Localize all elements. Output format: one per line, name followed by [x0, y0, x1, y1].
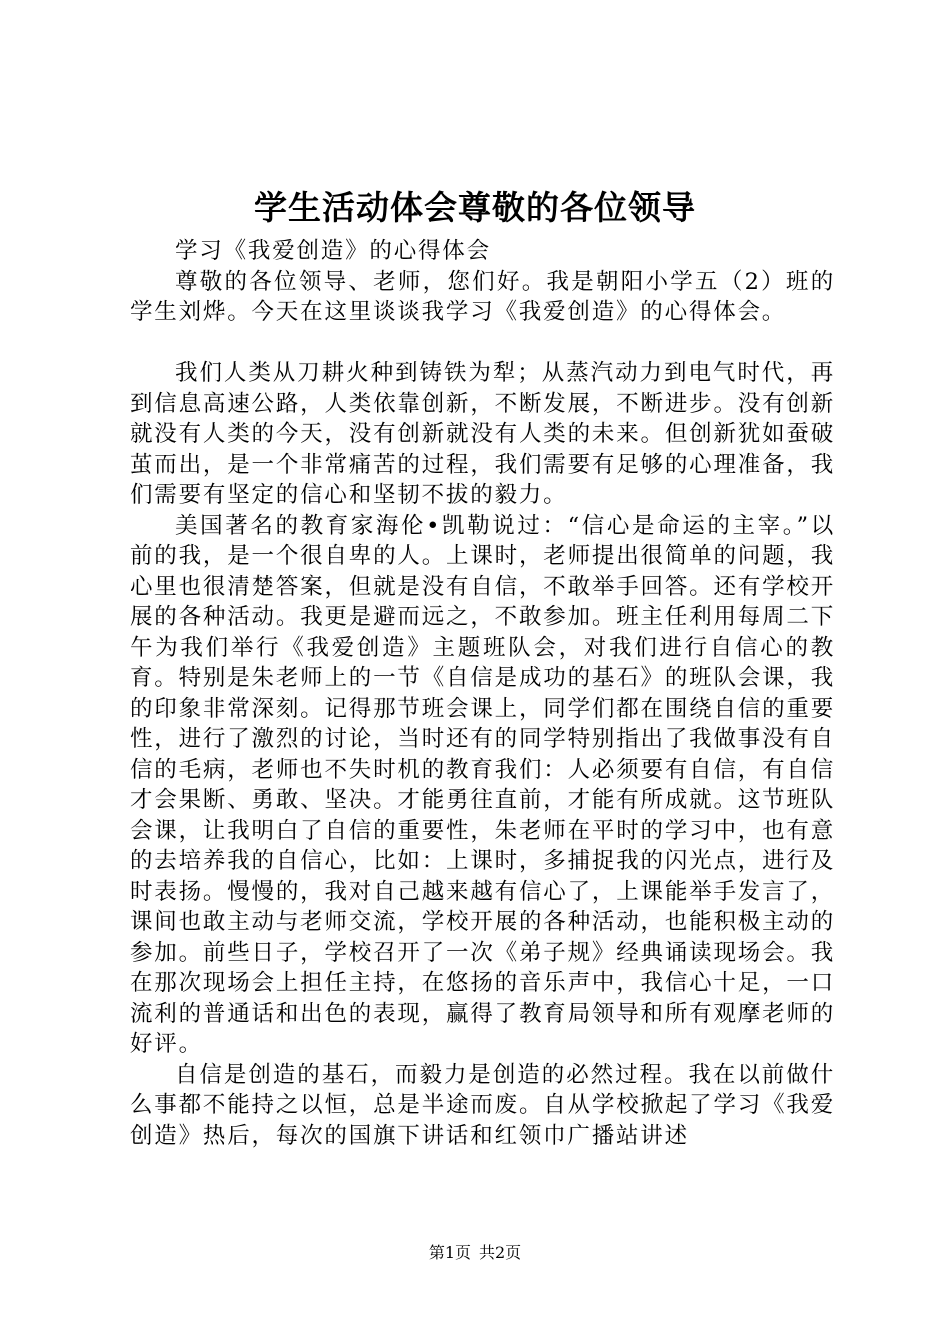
page-count: 共2页 [479, 1243, 522, 1262]
paragraph-confidence: 美国著名的教育家海伦•凯勒说过：“信心是命运的主宰。”以前的我，是一个很自卑的人。上课时，老师提出很简单的问题，我心里也很清楚答案，但就是没有自信，不敢举手回答。还有学校开展的各种活动。我更是避而远之，不敢参加。班主任利用每周二下午为我们举行《我爱创造》主题班队会，对我们进行自信心的教育。特别是朱老师上的一节《自信是成功的基石》的班队会课，我的印象非常深刻。记得那节班会课上，同学们都在围绕自信的重要性，进行了激烈的讨论，当时还有的同学特别指出了我做事没有自信的毛病，老师也不失时机的教育我们：人必须要有自信，有自信才会果断、勇敢、坚决。才能勇往直前，才能有所成就。这节班队会课，让我明白了自信的重要性，朱老师在平时的学习中，也有意的去培养我的自信心，比如：上课时，多捕捉我的闪光点，进行及时表扬。慢慢的，我对自己越来越有信心了，上课能举手发言了，课间也敢主动与老师交流，学校开展的各种活动，也能积极主动的参加。前些日子，学校召开了一次《弟子规》经典诵读现场会。我在那次现场会上担任主持，在悠扬的音乐声中，我信心十足，一口流利的普通话和出色的表现，赢得了教育局领导和所有观摩老师的好评。 [130, 512, 835, 1057]
document-title: 学生活动体会尊敬的各位领导 [254, 188, 696, 227]
page-number: 第1页 [428, 1243, 471, 1262]
paragraph-perseverance: 自信是创造的基石，而毅力是创造的必然过程。我在以前做什么事都不能持之以恒，总是半途而废。自从学校掀起了学习《我爱创造》热后，每次的国旗下讲话和红领巾广播站讲述 [130, 1061, 835, 1149]
paragraph-greeting: 尊敬的各位领导、老师，您们好。我是朝阳小学五（2）班的学生刘烨。今天在这里谈谈我学习《我爱创造》的心得体会。 [130, 268, 835, 325]
page-footer [0, 1242, 950, 1264]
subtitle-line: 学习《我爱创造》的心得体会 [175, 238, 491, 264]
paragraph-gap [130, 328, 835, 359]
document-body [130, 236, 835, 1151]
paragraph-innovation: 我们人类从刀耕火种到铸铁为犁；从蒸汽动力到电气时代，再到信息高速公路，人类依靠创新，不断发展，不断进步。没有创新就没有人类的今天，没有创新就没有人类的未来。但创新犹如蚕破茧而出，是一个非常痛苦的过程，我们需要有足够的心理准备，我们需要有坚定的信心和坚韧不拔的毅力。 [130, 360, 835, 508]
